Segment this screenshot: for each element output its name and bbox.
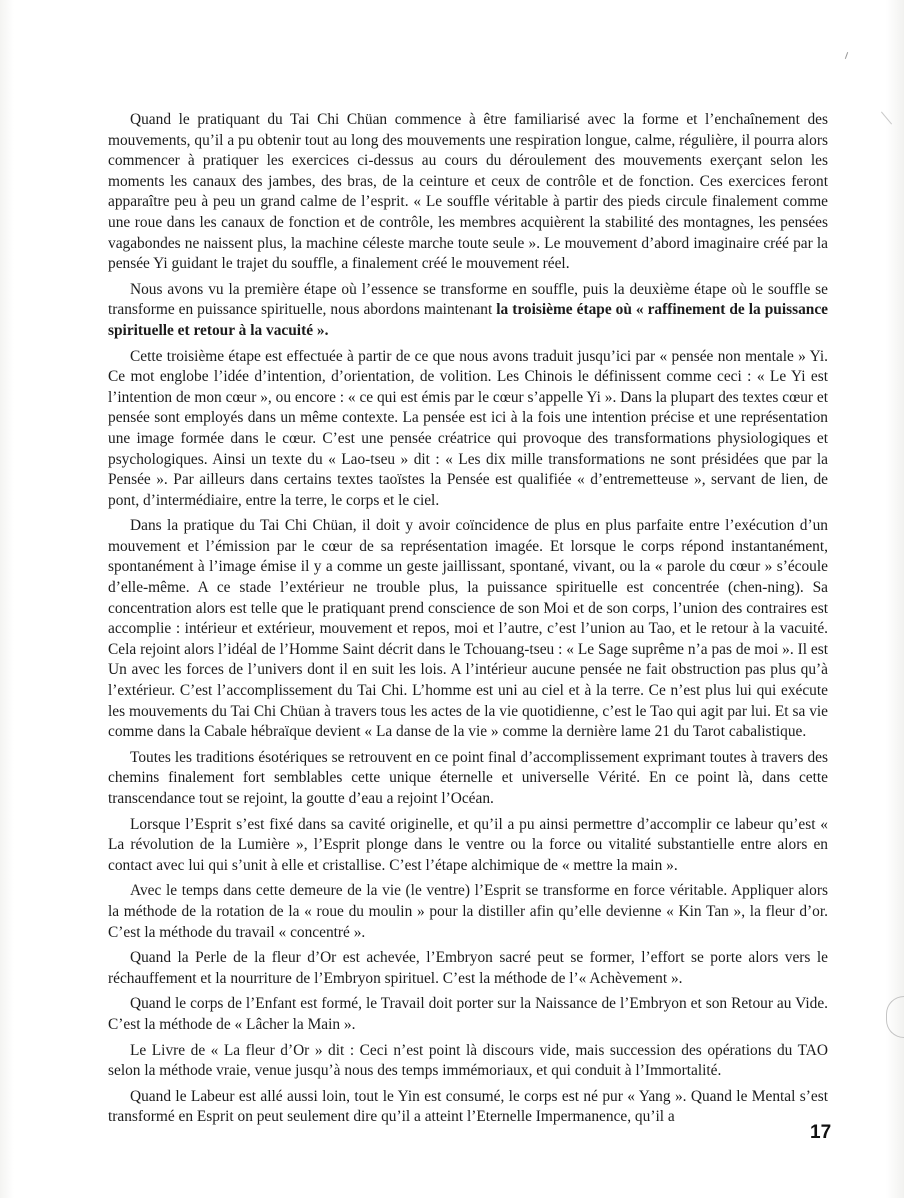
paragraph-10: Le Livre de « La fleur d’Or » dit : Ceci n’est point là discours vide, mais succession des opérations du TAO selon la méthode vraie, venue jusqu’à nous des temps immémoriaux, et qui conduit à l’Immortalité. bbox=[108, 1041, 828, 1080]
paragraph-6: Lorsque l’Esprit s’est fixé dans sa cavité originelle, et qu’il a pu ainsi permettre d’accomplir ce labeur qu’est « La révolution de la Lumière », l’Esprit plonge dans le ventre ou la force ou vitalité substantielle entre alors en contact avec lui qui s’unit à elle et cristallise. C’est l’étape alchimique de « mettre la main ». bbox=[108, 815, 828, 874]
body-text bbox=[108, 110, 828, 1133]
paragraph-8: Quand la Perle de la fleur d’Or est achevée, l’Embryon sacré peut se former, l’effort se porte alors vers le réchauffement et la nourriture de l’Embryon spirituel. C’est la méthode de l’« Achèvement ». bbox=[108, 949, 828, 987]
paragraph-2-plain: Nous avons vu la première étape où l’essence se transforme en souffle, puis la deuxième étape où le souffle se transforme en puissance spirituelle, nous abordons maintenant bbox=[108, 280, 828, 319]
page-number: 17 bbox=[810, 1122, 832, 1143]
scan-mark bbox=[886, 996, 904, 1038]
paragraph-2-bold: la troisième étape où « raffinement de la puissance spirituelle et retour à la vacuité ». bbox=[108, 301, 829, 339]
paragraph-7: Avec le temps dans cette demeure de la vie (le ventre) l’Esprit se transforme en force véritable. Appliquer alors la méthode de la rotation de la « roue du moulin » pour la distiller afin qu’elle devienne « Kin Tan », la fleur d’or. C’est la méthode du travail « concentré ». bbox=[108, 882, 828, 941]
paragraph-5: Toutes les traditions ésotériques se retrouvent en ce point final d’accomplissement exprimant toutes à travers des chemins finalement fort semblables cette unique éternelle et universelle Vérité. En ce point là, dans cette transcendance tout se rejoint, la goutte d’eau a rejoint l’Océan. bbox=[108, 748, 828, 807]
paragraph-3: Cette troisième étape est effectuée à partir de ce que nous avons traduit jusqu’ici par « pensée non mentale » Yi. Ce mot englobe l’idée d’intention, d’orientation, de volition. Les Chinois le définissent comme ceci : « Le Yi est l’intention de mon cœur », ou encore : « ce qui est émis par le cœur s’appelle Yi ». Dans la plupart des textes cœur et pensée sont employés dans un même contexte. La pensée est ici à la fois une intention précise et une représentation une image formée dans le cœur. C’est une pensée créatrice qui provoque des transformations physiologiques et psychologiques. Ainsi un texte du « Lao-tseu » dit : « Les dix mille transformations ne sont présidées que par la Pensée ». Par ailleurs dans certains textes taoïstes la Pensée est qualifiée « d’entremetteuse », servant de lien, de pont, d’intermédiaire, entre la terre, le corps et le ciel. bbox=[108, 347, 828, 509]
paragraph-2 bbox=[108, 280, 828, 342]
scan-mark bbox=[881, 112, 892, 125]
paragraph-9: Quand le corps de l’Enfant est formé, le Travail doit porter sur la Naissance de l’Embryon et son Retour au Vide. C’est la méthode de « Lâcher la Main ». bbox=[108, 995, 828, 1033]
paragraph-11: Quand le Labeur est allé aussi loin, tout le Yin est consumé, le corps est né pur « Yang ». Quand le Mental s’est transformé en Esprit on peut seulement dire qu’il a atteint l’Eternelle Impermanence, qu’il a bbox=[108, 1087, 828, 1126]
paragraph-4: Dans la pratique du Tai Chi Chüan, il doit y avoir coïncidence de plus en plus parfaite entre l’exécution d’un mouvement et l’émission par le cœur de sa représentation imagée. Et lorsque le corps répond instantanément, spontanément à l’image émise il y a comme un geste jaillissant, spontané, vivant, ou la « parole du cœur » s’écoule d’elle-même. A ce stade l’extérieur ne trouble plus, la puissance spirituelle est concentrée (chen-ning). Sa concentration alors est telle que le pratiquant prend conscience de son Moi et de son corps, l’union des contraires est accomplie : intérieur et extérieur, mouvement et repos, moi et l’autre, c’est l’union au Tao, et le retour à la vacuité. Cela rejoint alors l’idéal de l’Homme Saint décrit dans le Tchouang-tseu : « Le Sage suprême n’a pas de moi ». Il est Un avec les forces de l’univers dont il en suit les lois. A l’intérieur aucune pensée ne fait obstruction pas plus qu’à l’extérieur. C’est l’accomplissement du Tai Chi. L’homme est uni au ciel et à la terre. Ce n’est plus lui qui exécute les mouvements du Tai Chi Chüan à travers tous les actes de la vie quotidienne, c’est le Tao qui agit par lui. Et sa vie comme dans la Cabale hébraïque devient « La danse de la vie » comme la dernière lame 21 du Tarot cabalistique. bbox=[108, 517, 828, 741]
paragraph-1: Quand le pratiquant du Tai Chi Chüan commence à être familiarisé avec la forme et l’enchaînement des mouvements, qu’il a pu obtenir tout au long des mouvements une respiration longue, calme, régulière, il pourra alors commencer à pratiquer les exercices ci-dessus au cours du déroulement des mouvements exerçant selon les moments les canaux des jambes, des bras, de la ceinture et ceux de contrôle et de fonction. Ces exercices feront apparaître peu à peu un grand calme de l’esprit. « Le souffle véritable à partir des pieds circule finalement comme une roue dans les canaux de fonction et de contrôle, les membres acquièrent la stabilité des montagnes, les pensées vagabondes ne naissent plus, la machine céleste marche toute seule ». Le mouvement d’abord imaginaire créé par la pensée Yi guidant le trajet du souffle, a finalement créé le mouvement réel. bbox=[108, 111, 828, 273]
scan-mark bbox=[845, 52, 848, 59]
